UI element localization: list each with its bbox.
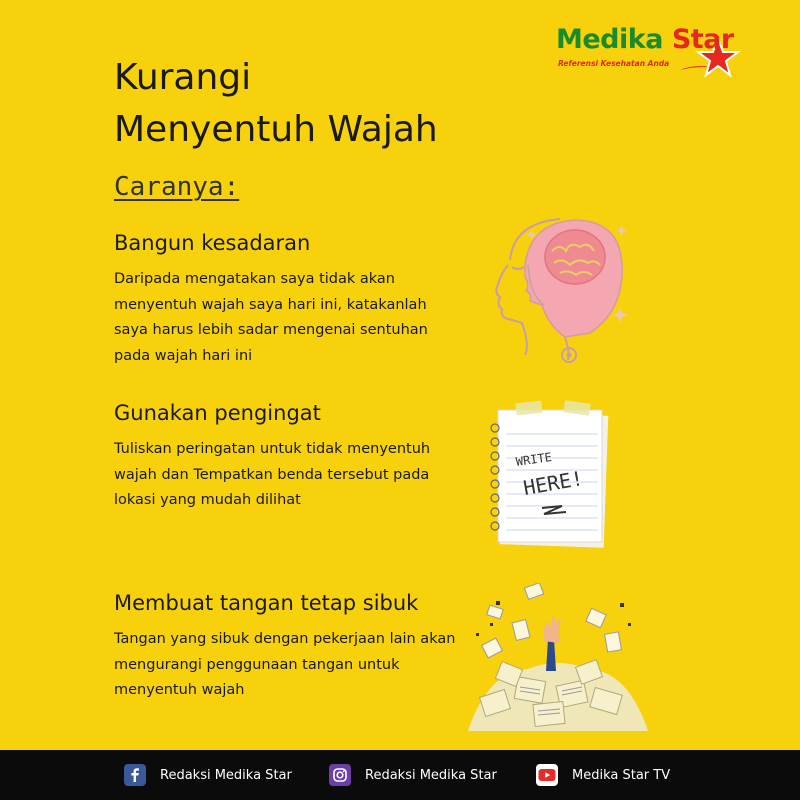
note-text-write: WRITE xyxy=(515,449,553,469)
tip-body: Tangan yang sibuk dengan pekerjaan lain akan mengurangi penggunaan tangan untuk menyentuh wajah xyxy=(114,631,456,698)
brain-head-icon xyxy=(470,205,640,375)
footer-instagram-link[interactable] xyxy=(329,764,497,786)
footer-facebook-link[interactable] xyxy=(124,764,292,786)
instagram-icon xyxy=(329,764,351,786)
tip-busy-hands xyxy=(114,591,464,704)
facebook-icon xyxy=(124,764,146,786)
tip-body: Daripada mengatakan saya tidak akan menyentuh wajah saya hari ini, katakanlah saya harus lebih sadar mengenai sentuhan pada wajah hari ini xyxy=(114,271,428,364)
title-line-2: Menyentuh Wajah xyxy=(114,109,438,150)
tip-heading: Membuat tangan tetap sibuk xyxy=(114,591,419,615)
youtube-icon xyxy=(536,764,558,786)
paper-pile-icon xyxy=(468,583,648,733)
title-line-1: Kurangi xyxy=(114,57,252,98)
logo-word-medika: Medika xyxy=(556,24,663,55)
footer-label: Redaksi Medika Star xyxy=(365,767,497,783)
note-text-here: HERE! xyxy=(521,466,585,501)
page-title xyxy=(114,52,534,156)
tip-heading: Gunakan pengingat xyxy=(114,401,321,425)
tip-awareness xyxy=(114,231,464,369)
footer-label: Redaksi Medika Star xyxy=(160,767,292,783)
tip-body: Tuliskan peringatan untuk tidak menyentuh wajah dan Tempatkan benda tersebut pada lokasi yang mudah dilihat xyxy=(114,441,431,508)
subtitle: Caranya: xyxy=(114,172,240,202)
tip-reminder xyxy=(114,401,464,514)
logo-word-star: Star xyxy=(671,24,734,55)
notepad-icon xyxy=(484,400,614,550)
footer-youtube-link[interactable] xyxy=(536,764,670,786)
logo-wordmark xyxy=(556,24,734,55)
tip-heading: Bangun kesadaran xyxy=(114,231,311,255)
logo-tagline: Referensi Kesehatan Anda xyxy=(558,59,670,68)
medika-star-logo xyxy=(556,24,756,84)
footer xyxy=(0,750,800,800)
footer-label: Medika Star TV xyxy=(572,767,671,783)
